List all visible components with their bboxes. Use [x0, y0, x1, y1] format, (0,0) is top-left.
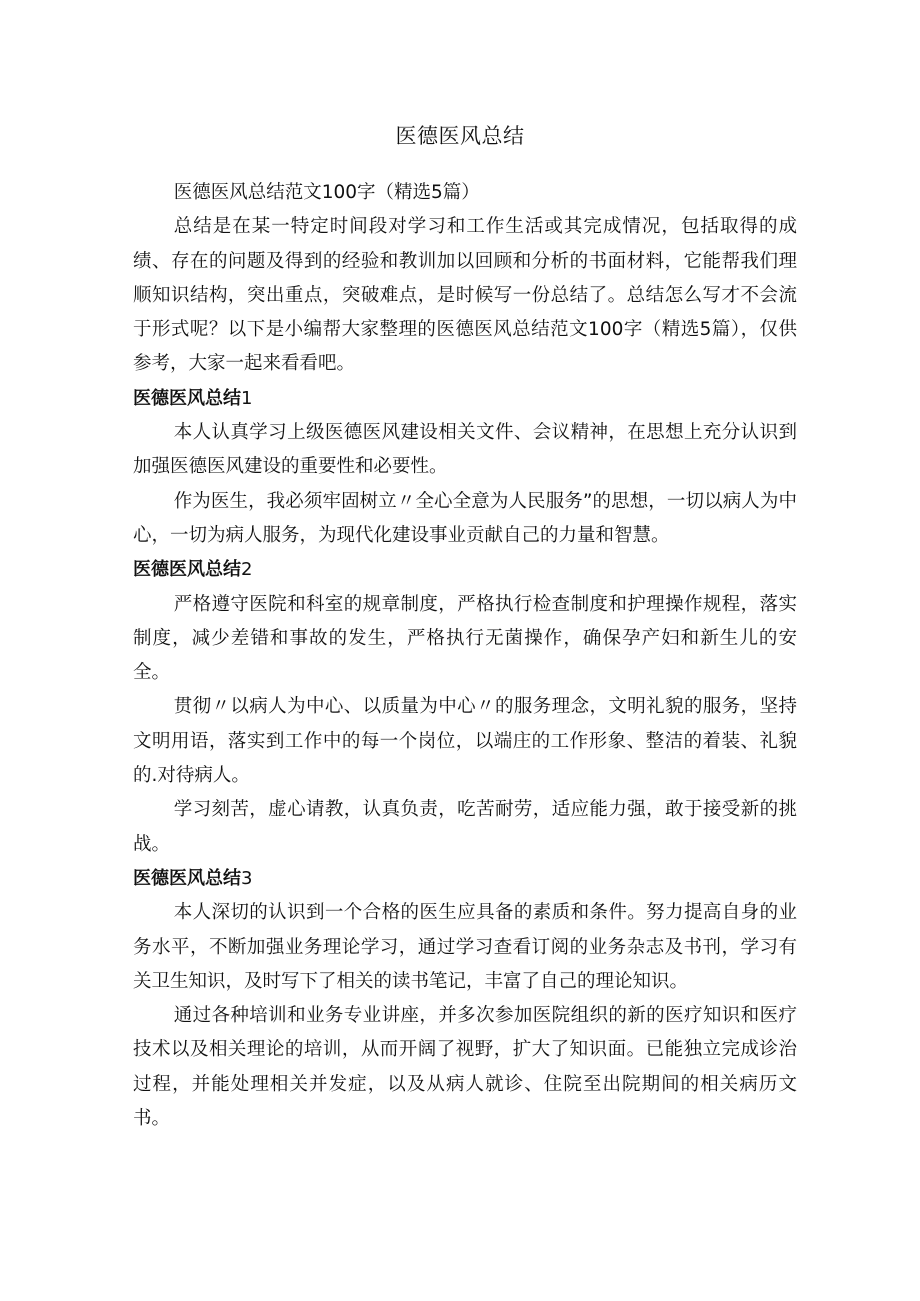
subtitle-paragraph: 医德医风总结范文100字（精选5篇）: [173, 182, 480, 203]
section-2-paragraph-1: 严格遵守医院和科室的规章制度，严格执行检查制度和护理操作规程，落实制度，减少差错和事故的发生，严格执行无菌操作，确保孕产妇和新生儿的安全。: [133, 593, 797, 684]
section-heading-2: [133, 553, 797, 587]
section-heading-number: 2: [241, 559, 253, 581]
section-heading-number: 3: [241, 867, 253, 889]
section-1-paragraph-2: 作为医生，我必须牢固树立〃全心全意为人民服务”的思想，一切以病人为中心，一切为病人服务，为现代化建设事业贡献自己的力量和智慧。: [133, 490, 797, 546]
section-heading-text: 医德医风总结: [133, 387, 241, 409]
section-2-paragraph-3: 学习刻苦，虚心请教，认真负责，吃苦耐劳，适应能力强，敢于接受新的挑战。: [133, 799, 797, 855]
section-3-paragraph-1: 本人深切的认识到一个合格的医生应具备的素质和条件。努力提高自身的业务水平，不断加强业务理论学习，通过学习查看订阅的业务杂志及书刊，学习有关卫生知识，及时写下了相关的读书笔记，丰富了自己的理论知识。: [133, 902, 797, 992]
section-1-paragraph-1: 本人认真学习上级医德医风建设相关文件、会议精神，在思想上充分认识到加强医德医风建设的重要性和必要性。: [133, 422, 797, 478]
document-title: 医德医风总结: [395, 124, 525, 148]
section-heading-number: 1: [241, 387, 253, 409]
section-3-paragraph-2: 通过各种培训和业务专业讲座，并多次参加医院组织的新的医疗知识和医疗技术以及相关理论的培训，从而开阔了视野，扩大了知识面。已能独立完成诊治过程，并能处理相关并发症，以及从病人就诊、住院至出院期间的相关病历文书。: [133, 1005, 797, 1130]
section-2-paragraph-2: 贯彻〃以病人为中心、以质量为中心〃的服务理念，文明礼貌的服务，坚持文明用语，落实到工作中的每一个岗位，以端庄的工作形象、整洁的着装、礼貌的.对待病人。: [133, 696, 797, 787]
section-heading-text: 医德医风总结: [133, 867, 241, 889]
section-heading-1: [133, 382, 797, 416]
section-heading-3: [133, 862, 797, 896]
intro-paragraph: 总结是在某一特定时间段对学习和工作生活或其完成情况，包括取得的成绩、存在的问题及得到的经验和教训加以回顾和分析的书面材料，它能帮我们理顺知识结构，突出重点，突破难点，是时候写一份总结了。总结怎么写才不会流于形式呢？以下是小编帮大家整理的医德医风总结范文100字（精选5篇），仅供参考，大家一起来看看吧。: [133, 216, 797, 375]
document-body: [133, 176, 797, 1136]
section-heading-text: 医德医风总结: [133, 559, 241, 581]
